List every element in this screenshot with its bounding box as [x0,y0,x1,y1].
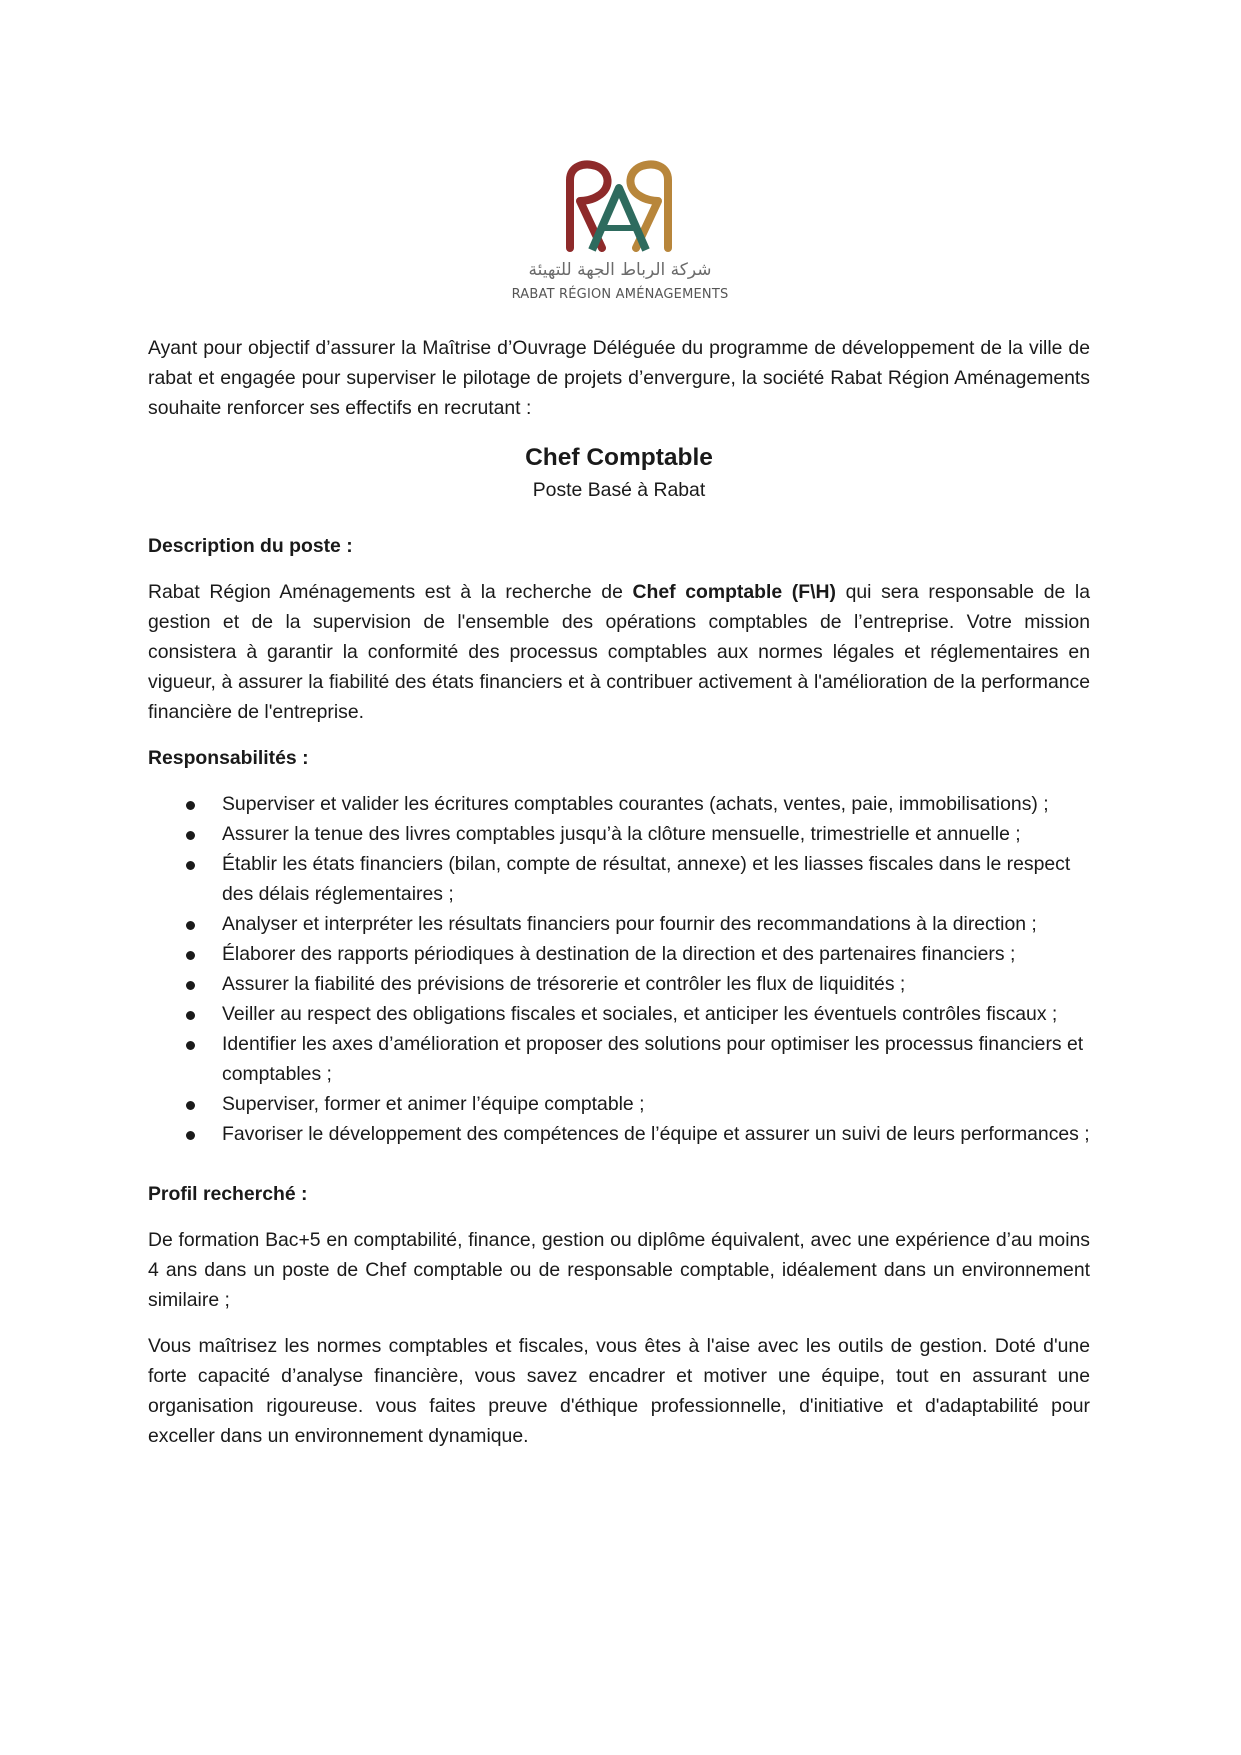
description-paragraph [148,577,1090,727]
logo-latin-name: RABAT RÉGION AMÉNAGEMENTS [511,287,729,302]
company-logo [500,160,740,310]
bullet-icon [186,1041,195,1050]
list-item-text: Veiller au respect des obligations fiscales et sociales, et anticiper les éventuels contrôles fiscaux ; [222,1003,1058,1025]
list-item [148,789,1090,819]
bullet-icon [186,831,195,840]
description-job-bold: Chef comptable (F\H) [632,581,836,603]
list-item-text: Favoriser le développement des compétences de l’équipe et assurer un suivi de leurs performances ; [222,1123,1090,1145]
list-item [148,939,1090,969]
description-text-before: Rabat Région Aménagements est à la recherche de [148,581,633,603]
logo-arabic-name: شركة الرباط الجهة للتهيئة [528,260,712,280]
profile-paragraph-2: Vous maîtrisez les normes comptables et fiscales, vous êtes à l'aise avec les outils de gestion. Doté d'une forte capacité d’analyse financière, vous savez encadrer et motiver une équipe, tout en assurant une organisation rigoureuse. vous faites preuve d'éthique professionnelle, d'initiative et d'adaptabilité pour exceller dans un environnement dynamique. [148,1335,1090,1447]
job-title: Chef Comptable [525,444,713,471]
bullet-icon [186,1011,195,1020]
list-item [148,1119,1090,1149]
bullet-icon [186,1101,195,1110]
list-item [148,909,1090,939]
list-item [148,969,1090,999]
list-item-text: Identifier les axes d’amélioration et proposer des solutions pour optimiser les processus financiers et comptables ; [222,1033,1084,1085]
description-heading: Description du poste : [148,535,353,557]
list-item-text: Assurer la tenue des livres comptables jusqu’à la clôture mensuelle, trimestrielle et annuelle ; [222,823,1021,845]
list-item [148,999,1090,1029]
profile-heading: Profil recherché : [148,1183,308,1205]
list-item-text: Établir les états financiers (bilan, compte de résultat, annexe) et les liasses fiscales dans le respect des délais réglementaires ; [222,853,1071,905]
bullet-icon [186,981,195,990]
list-item [148,819,1090,849]
list-item [148,1089,1090,1119]
responsibilities-list [148,789,1090,1149]
bullet-icon [186,1131,195,1140]
list-item [148,1029,1090,1089]
list-item-text: Superviser et valider les écritures comptables courantes (achats, ventes, paie, immobilisations) ; [222,793,1049,815]
list-item-text: Élaborer des rapports périodiques à destination de la direction et des partenaires financiers ; [222,943,1016,965]
description-text-after: qui sera responsable de la gestion et de la supervision de l'ensemble des opérations comptables de l’entreprise. Votre mission consistera à garantir la conformité des processus comptables aux normes légales et réglementaires en vigueur, à assurer la fiabilité des états financiers et à contribuer activement à l'amélioration de la performance financière de l'entreprise. [148,581,1090,723]
rar-logo-mark [500,160,740,255]
list-item [148,849,1090,909]
bullet-icon [186,861,195,870]
list-item-text: Assurer la fiabilité des prévisions de trésorerie et contrôler les flux de liquidités ; [222,973,906,995]
bullet-icon [186,951,195,960]
intro-paragraph: Ayant pour objectif d’assurer la Maîtrise d’Ouvrage Déléguée du programme de développement de la ville de rabat et engagée pour superviser le pilotage de projets d’envergure, la société Rabat Région Aménagements souhaite renforcer ses effectifs en recrutant : [148,337,1090,419]
bullet-icon [186,921,195,930]
list-item-text: Analyser et interpréter les résultats financiers pour fournir des recommandations à la direction ; [222,913,1037,935]
responsibilities-heading: Responsabilités : [148,747,309,769]
profile-paragraph-1: De formation Bac+5 en comptabilité, finance, gestion ou diplôme équivalent, avec une expérience d’au moins 4 ans dans un poste de Chef comptable ou de responsable comptable, idéalement dans un environnement similaire ; [148,1229,1090,1311]
list-item-text: Superviser, former et animer l’équipe comptable ; [222,1093,645,1115]
job-location: Poste Basé à Rabat [532,479,706,501]
document-body [148,333,1090,1467]
bullet-icon [186,801,195,810]
